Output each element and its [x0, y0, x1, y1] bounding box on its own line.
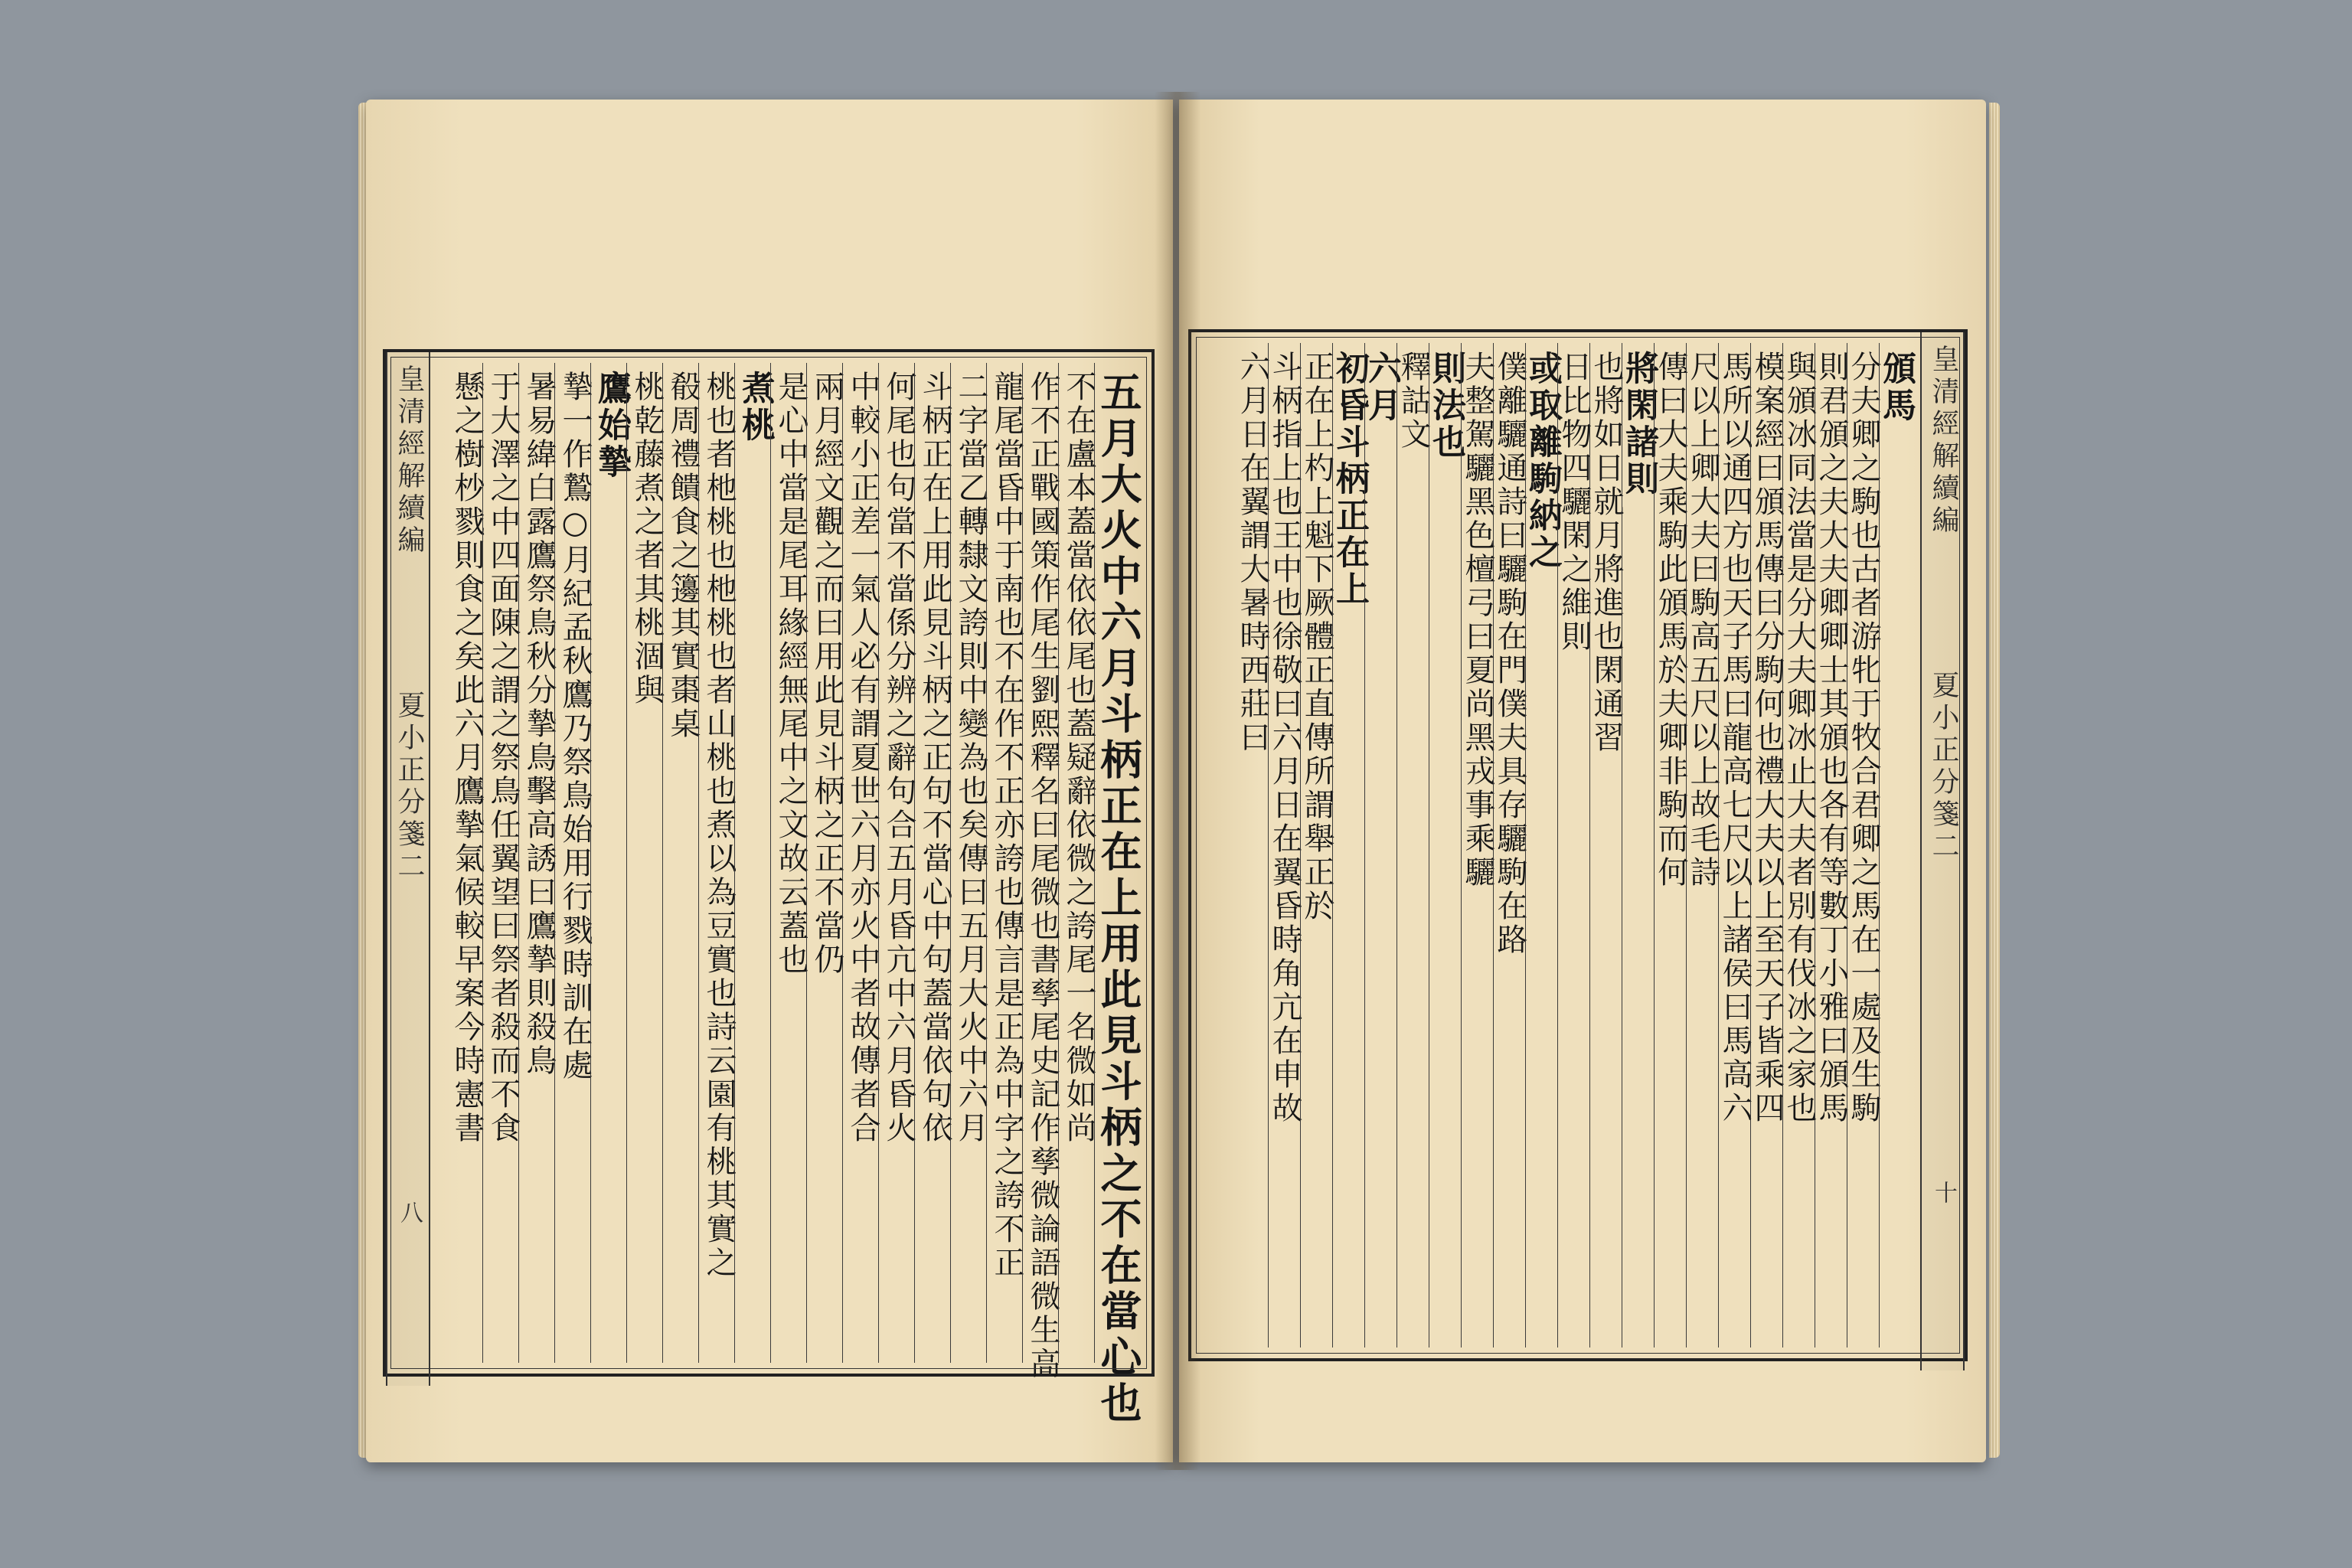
- right-page-column: 僕離驪通詩曰驪駒在門僕夫具存驪駒在路: [1493, 343, 1525, 1348]
- right-page-column: 將閑諸則: [1622, 343, 1654, 1348]
- right-page-column: 傳曰大夫乘駒此頒馬於夫卿非駒而何: [1654, 343, 1686, 1348]
- left-page-column: 殽周禮饋食之籩其實棗桌: [662, 363, 698, 1363]
- right-page-column: 模案經曰頒馬傳曰分駒何也禮大夫以上至天子皆乘四: [1750, 343, 1782, 1348]
- left-page-column: 不在盧本蓋當依依尾也蓋疑辭依微之誇尾一名微如尚: [1058, 363, 1094, 1363]
- left-banner-title: 皇清經解續編: [394, 364, 425, 557]
- left-page-column: 煮桃: [734, 363, 770, 1363]
- left-banner-section: 夏小正分箋二: [394, 691, 425, 884]
- right-page-column: 六月日在翼謂大暑時西莊曰: [1235, 351, 1270, 755]
- right-page-column: 馬所以通四方也天子馬曰龍高七尺以上諸侯曰馬高六: [1718, 343, 1750, 1348]
- left-page-column: 桃也者杝桃也杝桃也者山桃也煮以為豆實也詩云園有桃其實之: [698, 363, 734, 1363]
- left-page-column: 何尾也句當不當係分辨之辭句合五月昏亢中六月昏火: [878, 363, 914, 1363]
- left-page-column: 兩月經文觀之而曰用此見斗柄之正不當仍: [806, 363, 842, 1363]
- left-page-number: 八: [396, 1200, 423, 1228]
- right-page-column: 頒馬: [1879, 343, 1911, 1348]
- right-banner: [1920, 332, 1965, 1370]
- right-page-column: 也將如日就月將進也閑通習: [1589, 343, 1622, 1348]
- right-page-column: 六月: [1364, 343, 1396, 1348]
- right-text-frame: [1188, 329, 1968, 1361]
- left-columns: [439, 363, 1143, 1427]
- left-page-column: 龍尾當昏中于南也不在作不正亦誇也傳言是正為中字之誇不正: [986, 363, 1022, 1363]
- right-page-column: 分夫卿之駒也古者游牝于牧合君卿之馬在一處及生駒: [1847, 343, 1879, 1348]
- right-page-column: 則君頒之夫大夫卿卿士其頒也各有等數丁小雅曰頒馬: [1815, 343, 1847, 1348]
- left-page-column: 作不正戰國策作尾生劉熙釋名曰尾微也書孳尾史記作孳微論語微生高: [1022, 363, 1058, 1363]
- right-page-column: 或取離駒納之: [1525, 343, 1557, 1348]
- left-page-column: 桃乾藤煮之者其桃涸與: [626, 363, 662, 1363]
- left-page-column: 摯一作鷙○月紀孟秋鷹乃祭鳥始用行戮時訓在處: [554, 363, 590, 1363]
- right-banner-title: 皇清經解續編: [1928, 345, 1959, 537]
- right-banner-section: 夏小正分箋二: [1928, 671, 1959, 864]
- left-banner: [386, 352, 430, 1386]
- left-page-column: 是心中當是尾耳緣經無尾中之文故云蓋也: [770, 363, 806, 1363]
- left-page-column: 鷹始摯: [590, 363, 626, 1363]
- left-page-column: 五月大火中六月斗柄正在上用此見斗柄之不在當心也: [1094, 363, 1141, 1363]
- right-page: [1179, 100, 1986, 1462]
- right-page-column: 與頒冰同法當是分大夫卿冰止大夫者別有伐冰之家也: [1782, 343, 1815, 1348]
- left-page-column: 二字當乙轉隸文誇則中變為也矣傳曰五月大火中六月: [950, 363, 986, 1363]
- left-page-column: 暑易緯白露鷹祭鳥秋分摯鳥擊高誘曰鷹摯則殺鳥: [518, 363, 554, 1363]
- right-page-column: 日比物四驪閑之維則: [1557, 343, 1589, 1348]
- right-page-column: 初昏斗柄正在上: [1332, 343, 1364, 1348]
- right-page-number: 十: [1930, 1181, 1957, 1208]
- left-page-column: 于大澤之中四面陳之謂之祭鳥任翼望曰祭者殺而不食: [482, 363, 518, 1363]
- page-stack-right: [1989, 103, 2000, 1458]
- right-page-column: 釋詁文: [1396, 343, 1429, 1348]
- right-page-column: 正在上杓上魁下厥體正直傳所謂舉正於: [1300, 343, 1332, 1348]
- right-page-column: 則法也: [1429, 343, 1461, 1348]
- left-page: [366, 100, 1173, 1462]
- open-book: [358, 92, 2001, 1470]
- left-text-frame: [383, 349, 1155, 1427]
- left-page-column: 懸之樹杪戮則食之矣此六月鷹摯氣候較早案今時憲書: [449, 371, 485, 1145]
- book-gutter: [1155, 92, 1200, 1470]
- right-columns: [1202, 343, 1916, 1348]
- left-page-column: 斗柄正在上用此見斗柄之正句不當心中句蓋當依句依: [914, 363, 950, 1363]
- right-page-column: 尺以上卿大夫曰駒高五尺以上故毛詩: [1686, 343, 1718, 1348]
- right-page-column: 斗柄指上也王中也徐敬曰六月日在翼昏時角亢在申故: [1268, 343, 1300, 1348]
- left-page-column: 中較小正差一氣人必有謂夏世六月亦火中者故傳者合: [842, 363, 878, 1363]
- right-page-column: 夫整駕驪黑色檀弓曰夏尚黑戎事乘驪: [1461, 343, 1493, 1348]
